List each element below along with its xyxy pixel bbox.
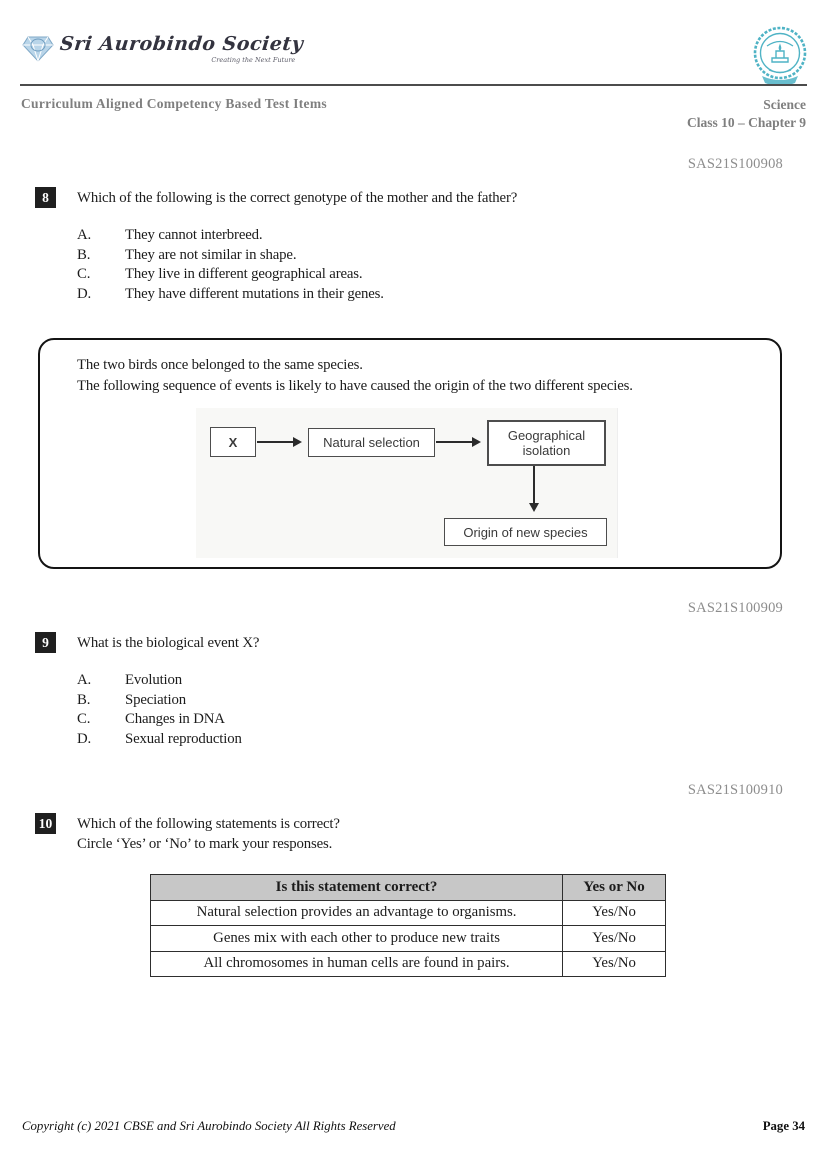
response-column-header: Yes or No — [563, 875, 666, 901]
arrow-down-icon — [533, 466, 535, 510]
q10-line-2: Circle ‘Yes’ or ‘No’ to mark your responses. — [77, 836, 333, 852]
option-text: Speciation — [125, 691, 186, 708]
question-number-10: 10 — [35, 813, 56, 834]
speciation-flowchart — [196, 408, 618, 558]
diamond-logo-icon — [22, 33, 54, 68]
figure-line-1: The two birds once belonged to the same species. — [77, 357, 363, 373]
option-text: Evolution — [125, 672, 183, 688]
statement-cell: All chromosomes in human cells are found in pairs. — [151, 951, 563, 977]
question-number-8: 8 — [35, 187, 56, 208]
option-text: They have different mutations in their genes. — [125, 285, 384, 302]
statement-cell: Genes mix with each other to produce new traits — [151, 926, 563, 952]
question-text-9: What is the biological event X? — [77, 635, 260, 651]
stimulus-box — [38, 338, 782, 569]
flow-node-geographical-isolation: Geographical isolation — [487, 420, 606, 466]
option-letter: C. — [77, 266, 91, 282]
question-code-8: SAS21S100908 — [687, 156, 783, 172]
header-divider — [20, 84, 807, 86]
option-letter: B. — [77, 691, 91, 708]
copyright-text: Copyright (c) 2021 CBSE and Sri Aurobindo Society All Rights Reserved — [22, 1119, 396, 1133]
option-letter: A. — [77, 227, 92, 243]
figure-line-2: The following sequence of events is likely to have caused the origin of the two different species. — [77, 378, 633, 394]
q10-line-1: Which of the following statements is correct? — [77, 816, 340, 832]
q8-option-d — [77, 286, 384, 303]
table-row — [151, 900, 666, 926]
subject-label: Science — [763, 97, 806, 112]
q9-option-c — [77, 711, 225, 728]
cbse-badge-icon — [752, 26, 808, 91]
question-text-8: Which of the following is the correct genotype of the mother and the father? — [77, 190, 518, 206]
option-letter: D. — [77, 730, 92, 747]
society-logo — [22, 33, 303, 68]
arrow-right-icon — [257, 441, 300, 443]
response-cell: Yes/No — [563, 926, 666, 952]
arrow-right-icon — [436, 441, 479, 443]
option-text: Changes in DNA — [125, 711, 225, 727]
flow-node-x: X — [210, 427, 256, 457]
question-code-10: SAS21S100910 — [687, 782, 783, 798]
class-chapter-label: Class 10 – Chapter 9 — [686, 114, 806, 130]
option-letter: D. — [77, 285, 92, 302]
table-header-row — [151, 875, 666, 901]
response-cell: Yes/No — [563, 951, 666, 977]
statement-cell: Natural selection provides an advantage to organisms. — [151, 900, 563, 926]
option-text: Sexual reproduction — [125, 730, 242, 747]
option-letter: B. — [77, 246, 91, 263]
q8-option-c — [77, 266, 362, 283]
brand-tagline: Creating the Next Future — [211, 56, 296, 64]
brand-name: Sri Aurobindo Society — [58, 33, 305, 55]
page-number: Page 34 — [762, 1119, 805, 1133]
option-text: They live in different geographical areas. — [125, 266, 363, 282]
option-text: They are not similar in shape. — [125, 246, 297, 263]
q9-option-d — [77, 731, 242, 748]
question-number-9: 9 — [35, 632, 56, 653]
question-code-9: SAS21S100909 — [687, 600, 783, 616]
table-row — [151, 926, 666, 952]
option-letter: A. — [77, 672, 92, 688]
response-cell: Yes/No — [563, 900, 666, 926]
q8-option-b — [77, 247, 296, 264]
document-title: Curriculum Aligned Competency Based Test Items — [21, 96, 327, 111]
option-text: They cannot interbreed. — [125, 227, 263, 243]
q9-option-a — [77, 672, 182, 689]
yes-no-table — [150, 874, 666, 977]
option-letter: C. — [77, 711, 91, 727]
question-text-10 — [77, 814, 677, 854]
statement-column-header: Is this statement correct? — [151, 875, 563, 901]
q9-option-b — [77, 692, 186, 709]
flow-node-natural-selection: Natural selection — [308, 428, 435, 457]
table-row — [151, 951, 666, 977]
flow-node-origin-new-species: Origin of new species — [444, 518, 607, 546]
q8-option-a — [77, 227, 262, 244]
